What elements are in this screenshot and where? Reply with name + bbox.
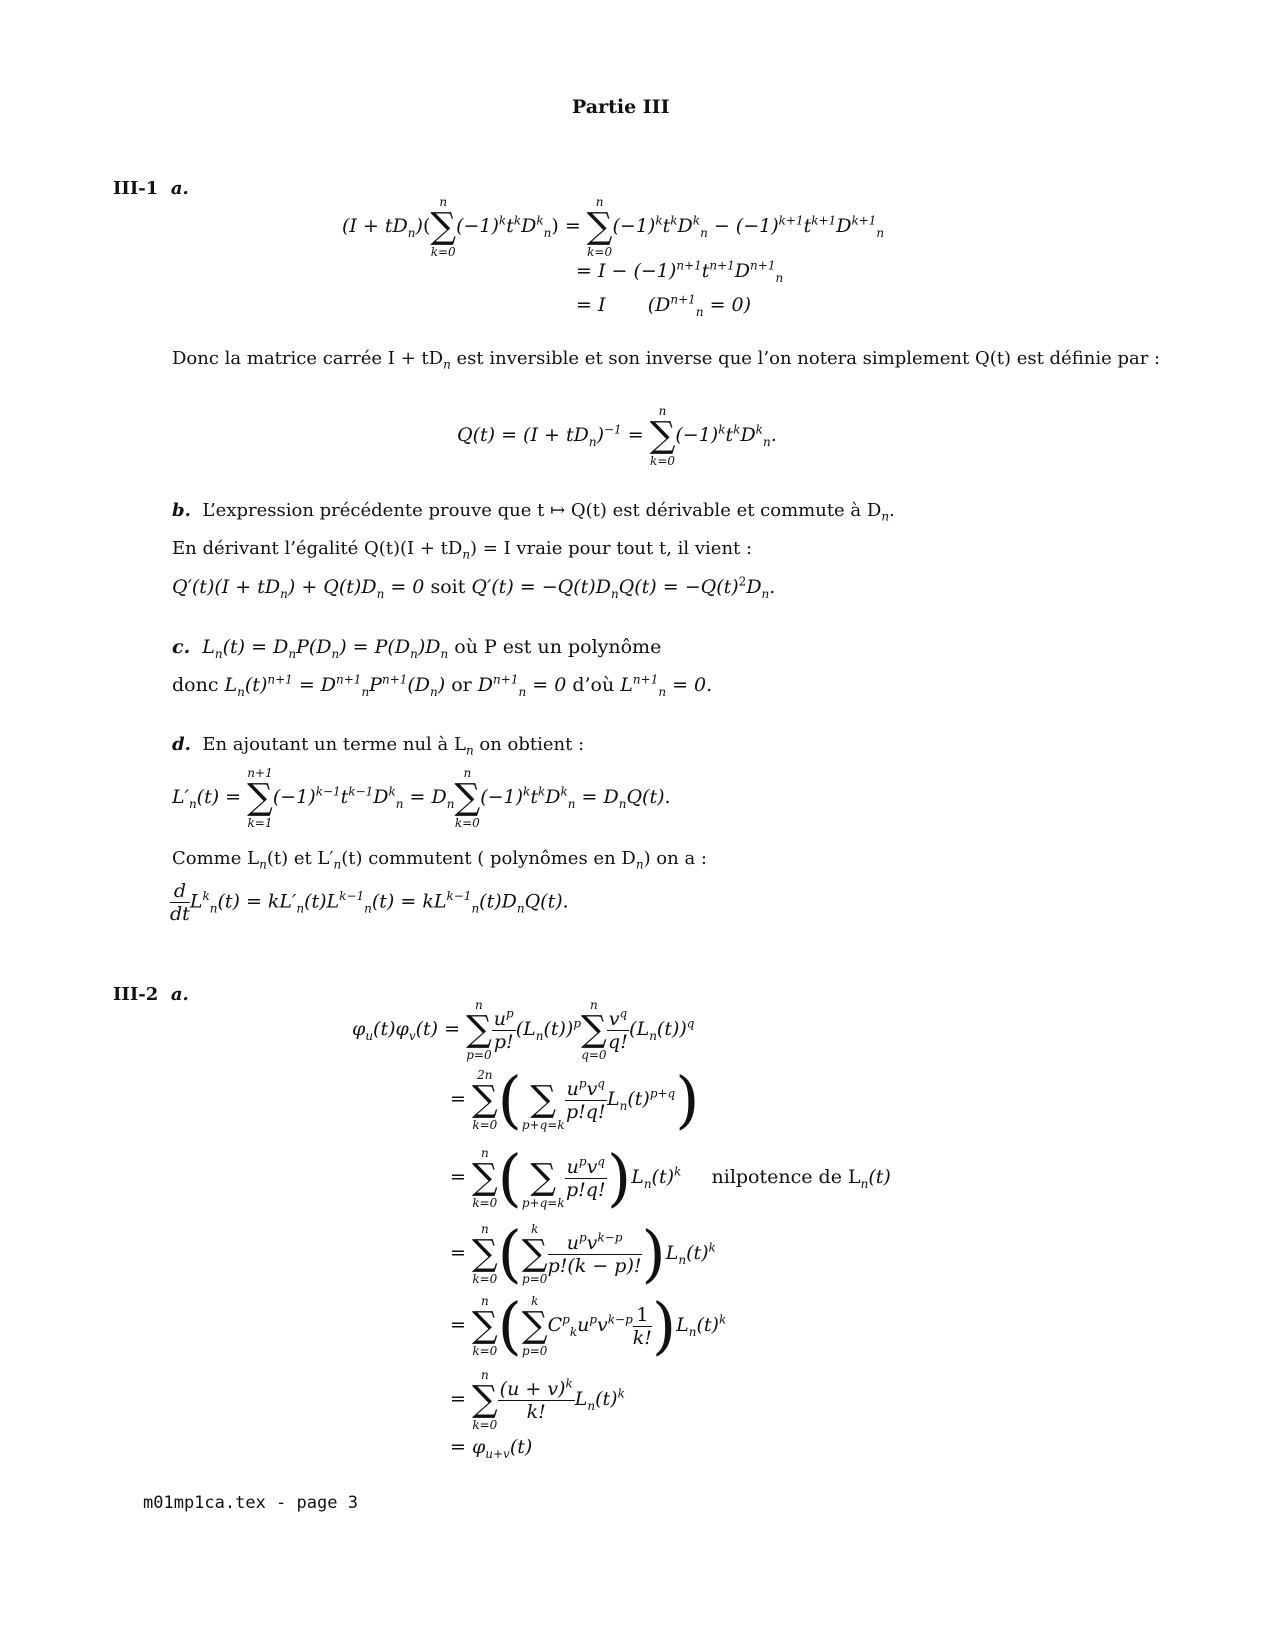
equation-phi-line2: = 2n ∑ k=0 ( ∑ p+q=k $\frac{u^pv^q}{p!q!}$ $L_n(t)^{p+q}$)	[450, 1063, 700, 1136]
equation-q-definition: $Q(t) = (I + tD_n)^{-1}$ = n ∑ k=0 $(-1)^kt^kD^k_n$.	[457, 404, 777, 468]
equation-ln-derivative: $L'_n(t)$ = n+1 ∑ k=1 $(-1)^{k-1}t^{k-1}D^k_n = D_n$ n ∑ k=0 $(-1)^kt^kD^k_n = D_nQ(t)$.	[172, 766, 671, 830]
paragraph-b-line1: b. L’expression précédente prouve que t ↦ Q(t) est dérivable et commute à $D_n$.	[172, 500, 895, 524]
page-title: Partie III	[572, 96, 670, 118]
paragraph-c-line1: c. $L_n(t) = D_nP(D_n) = P(D_n)D_n$ où P est un polynôme	[172, 636, 662, 661]
section-label-iii-2: III-2 a.	[113, 984, 189, 1005]
section-label-iii-1: III-1 a.	[113, 178, 189, 199]
equation-q-derivative: $Q'(t)(I + tD_n) + Q(t)D_n = 0$ soit $Q'(t) = -Q(t)D_nQ(t) = -Q(t)^2D_n$.	[172, 574, 776, 601]
paragraph-comme: Comme $L_n(t)$ et $L'_n(t)$ commutent ( polynômes en $D_n$) on a :	[172, 848, 707, 872]
equation-phi-line4: = n ∑ k=0 ( k ∑ p=0 $\frac{u^pv^{k-p}}{p!(k - p)!}$ )$L_n(t)^k$	[450, 1217, 716, 1290]
equation-inverse-line3: = I $(D^{n+1}_n = 0)$	[576, 292, 752, 319]
equation-phi-line3: = n ∑ k=0 ( ∑ p+q=k $\frac{u^pv^q}{p!q!}$ )$L_n(t)^k$ nilpotence de $L_n(t)$	[450, 1141, 891, 1214]
paragraph-b-line2: En dérivant l’égalité $Q(t)(I + tD_n) = I$ vraie pour tout t, il vient :	[172, 538, 753, 562]
equation-inverse-line2: = $I - (-1)^{n+1}t^{n+1}D^{n+1}_n$	[576, 258, 784, 285]
paragraph-donc: Donc la matrice carrée $I + tD_n$ est inversible et son inverse que l’on notera simplement Q(t) est définie par :	[172, 348, 1161, 372]
equation-phi-line5: = n ∑ k=0 ( k ∑ p=0 $C^p_ku^pv^{k-p}$ $\frac{1}{k!}$ )$L_n(t)^k$	[450, 1289, 727, 1362]
paragraph-c-line2: donc $L_n(t)^{n+1} = D^{n+1}_nP^{n+1}(D_n)$ or $D^{n+1}_n = 0$ d’où $L^{n+1}_n = 0$.	[172, 672, 713, 699]
equation-phi-line7: = $\varphi_{u+v}(t)$	[450, 1436, 533, 1461]
paragraph-d-line1: d. En ajoutant un terme nul à $L_n$ on obtient :	[172, 734, 585, 758]
equation-phi-line1: $\varphi_u(t)\varphi_v(t)$ = n ∑ p=0 $\frac{u^p}{p!}$ $(L_n(t))^p$ n ∑ q=0 $\frac{v^q}{q!}$ $(L_n(t))^q$	[352, 998, 695, 1062]
equation-inverse-line1: $(I + tD_n)$( n ∑ k=0 $(-1)^kt^kD^k_n$) = n ∑ k=0 $(-1)^kt^kD^k_n - (-1)^{k+1}t^{k+1}D^{k+1}_n$	[342, 195, 885, 259]
equation-phi-line6: = n ∑ k=0 $\frac{(u + v)^k}{k!}$ $L_n(t)^k$	[450, 1368, 625, 1432]
equation-ln-power-derivative: $\frac{d}{dt}$ $L^k_n(t) = kL'_n(t)L^{k-1}_n(t) = kL^{k-1}_n(t)D_nQ(t)$.	[170, 880, 569, 925]
page-footer: m01mp1ca.tex - page 3	[143, 1493, 358, 1513]
